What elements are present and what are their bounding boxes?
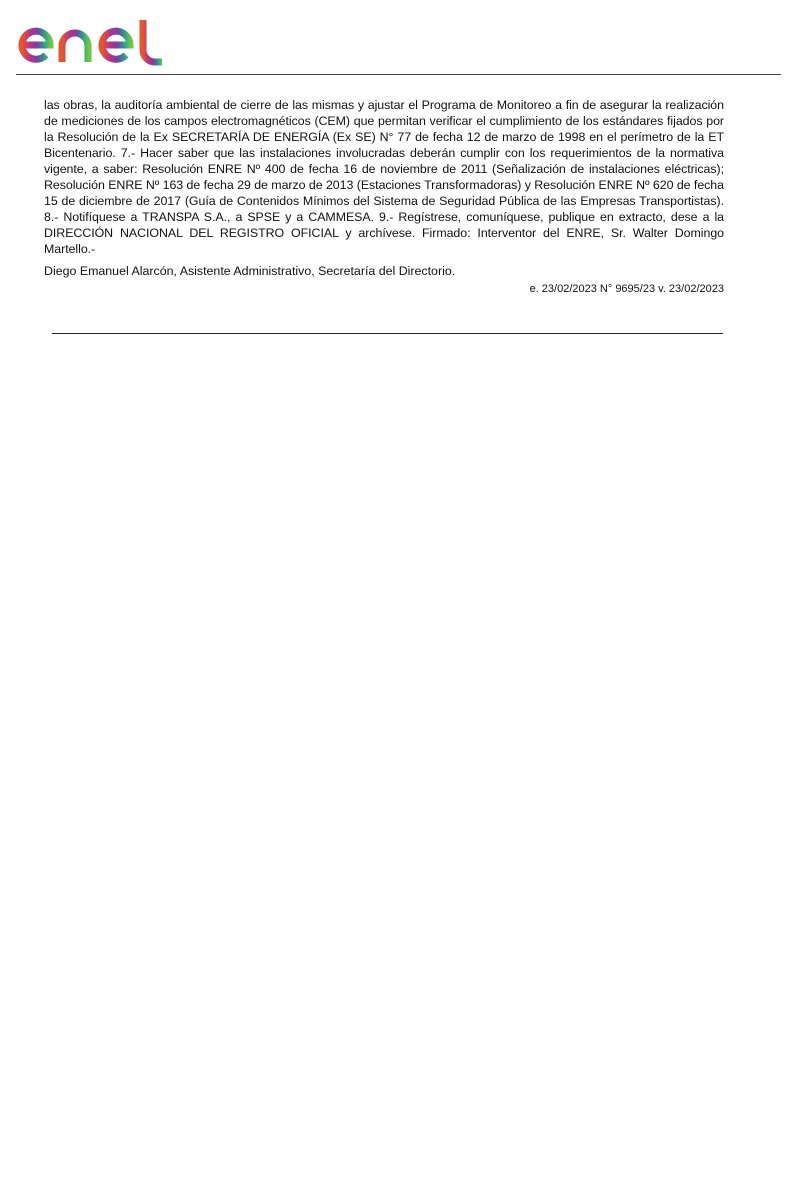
header-divider xyxy=(16,74,781,75)
signature-line: Diego Emanuel Alarcón, Asistente Administrativo, Secretaría del Directorio. xyxy=(44,264,456,278)
page-header xyxy=(0,0,800,76)
footer-divider xyxy=(52,333,723,334)
publication-reference: e. 23/02/2023 N° 9695/23 v. 23/02/2023 xyxy=(529,283,724,295)
resolution-text: las obras, la auditoría ambiental de cierre de las mismas y ajustar el Programa de Monitoreo a fin de asegurar la realización de mediciones de los campos electromagnéticos (CEM) que permitan verificar el cumplimiento de los estándares fijados por la Resolución de la Ex SECRETARÍA DE ENERGÍA (Ex SE) N° 77 de fecha 12 de marzo de 1998 en el perímetro de la ET Bicentenario. 7.- Hacer saber que las instalaciones involucradas deberán cumplir con los requerimientos de la normativa vigente, a saber: Resolución ENRE Nº 400 de fecha 16 de noviembre de 2011 (Señalización de instalaciones eléctricas); Resolución ENRE Nº 163 de fecha 29 de marzo de 2013 (Estaciones Transformadoras) y Resolución ENRE Nº 620 de fecha 15 de diciembre de 2017 (Guía de Contenidos Mínimos del Sistema de Seguridad Pública de las Empresas Transportistas). 8.- Notifíquese a TRANSPA S.A., a SPSE y a CAMMESA. 9.- Regístrese, comuníquese, publique en extracto, dese a la DIRECCIÓN NACIONAL DEL REGISTRO OFICIAL y archívese. Firmado: Interventor del ENRE, Sr. Walter Domingo Martello.- xyxy=(44,98,724,256)
enel-logo xyxy=(16,14,172,68)
document-body xyxy=(44,97,724,296)
